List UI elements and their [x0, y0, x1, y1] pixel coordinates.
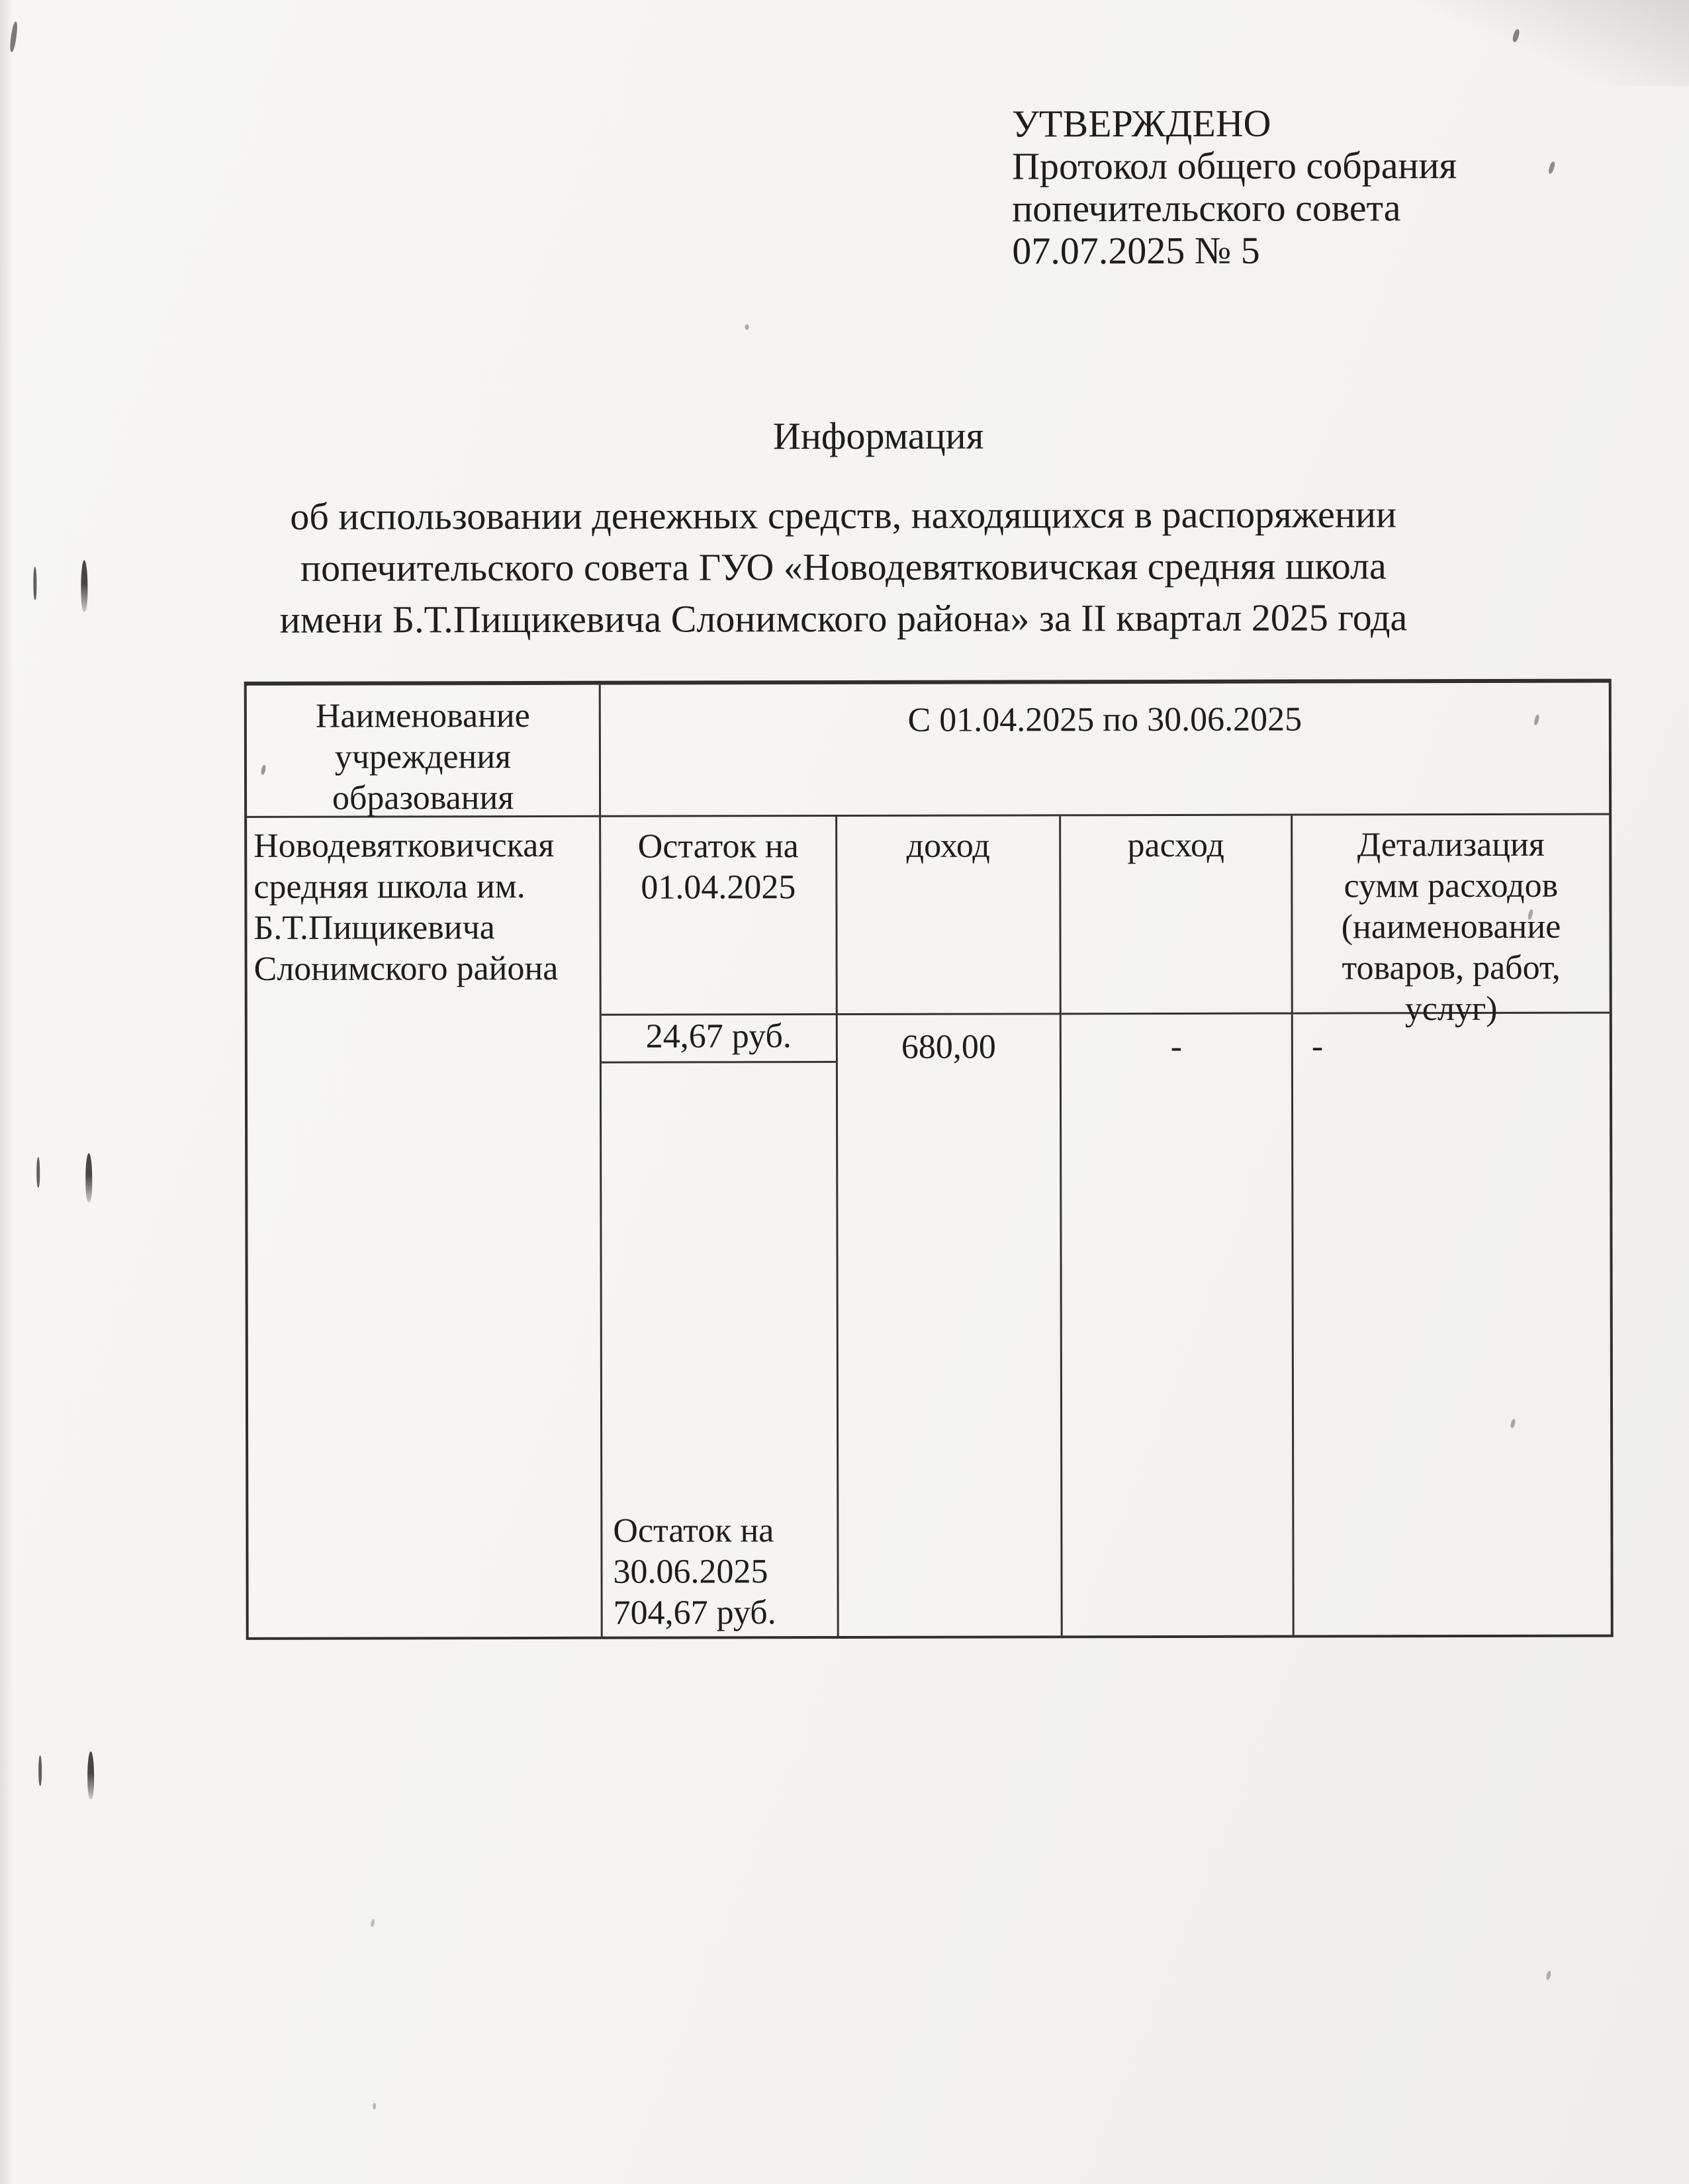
- header-institution-name: [247, 685, 601, 818]
- header-period: [601, 683, 1609, 817]
- approval-date-number: 07.07.2025 № 5: [1012, 228, 1260, 273]
- cell-expense-details-value: [1293, 1014, 1611, 1635]
- opening-balance-box: [602, 1015, 836, 1064]
- opening-balance-value-text: 24,67 руб.: [645, 1017, 792, 1056]
- scan-artifact: [371, 1919, 375, 1927]
- scan-artifact: [745, 324, 749, 330]
- scan-artifact: [38, 1756, 42, 1786]
- approval-block: [1012, 102, 1457, 272]
- subtitle-line-1: об использовании денежных средств, находящихся в распоряжении: [290, 492, 1397, 538]
- column-header-expense: [1061, 816, 1293, 1015]
- scan-artifact: [33, 567, 36, 600]
- approval-stamp-word: УТВЕРЖДЕНО: [1011, 101, 1271, 146]
- cell-opening-balance-value: [602, 1015, 839, 1637]
- scan-artifact: [81, 560, 87, 612]
- header-period-text: С 01.04.2025 по 30.06.2025: [907, 700, 1302, 739]
- expense-label-text: расход: [1127, 826, 1224, 865]
- scan-artifact: [1545, 1970, 1551, 1980]
- income-label-text: доход: [906, 827, 990, 865]
- scan-artifact: [85, 1153, 92, 1202]
- expense-details-label-text: Детализация сумм расходов (наименование товаров, работ, услуг): [1341, 825, 1561, 1028]
- cell-school-name: [247, 817, 603, 1637]
- expense-details-value-text: -: [1311, 1027, 1324, 1066]
- approval-protocol-line: Протокол общего собрания: [1012, 144, 1457, 188]
- document-subtitle: [0, 488, 1688, 646]
- column-header-opening-balance: [601, 817, 838, 1016]
- subtitle-line-2: попечительского совета ГУО «Новодевятковичская средняя школа: [300, 544, 1387, 590]
- scan-artifact: [36, 1158, 40, 1188]
- column-header-expense-details: [1293, 815, 1610, 1028]
- scan-artifact: [1512, 28, 1520, 42]
- scan-artifact: [1547, 161, 1555, 174]
- subtitle-line-3: имени Б.Т.Пищикевича Слонимского района» за II квартал 2025 года: [279, 596, 1408, 641]
- school-name-text: Новодевятковичская средняя школа им. Б.Т.Пищикевича Слонимского района: [253, 826, 559, 988]
- scan-artifact: [87, 1751, 94, 1799]
- cell-income-value: [838, 1015, 1063, 1636]
- opening-balance-label-text: Остаток на 01.04.2025: [637, 827, 799, 907]
- header-institution-name-text: Наименование учреждения образования: [315, 696, 530, 817]
- column-header-income: [837, 816, 1062, 1015]
- document-title: Информация: [772, 414, 984, 458]
- income-value-text: 680,00: [901, 1028, 996, 1066]
- approval-council-line: попечительского совета: [1012, 186, 1401, 230]
- closing-balance-text: Остаток на 30.06.2025 704,67 руб.: [613, 1512, 776, 1632]
- empty-space: [602, 1063, 837, 1511]
- scan-artifact: [373, 2103, 376, 2109]
- cell-expense-value: [1062, 1015, 1295, 1636]
- scan-artifact: [9, 21, 19, 52]
- expense-value-text: -: [1170, 1027, 1183, 1066]
- funds-usage-table: [244, 679, 1614, 1640]
